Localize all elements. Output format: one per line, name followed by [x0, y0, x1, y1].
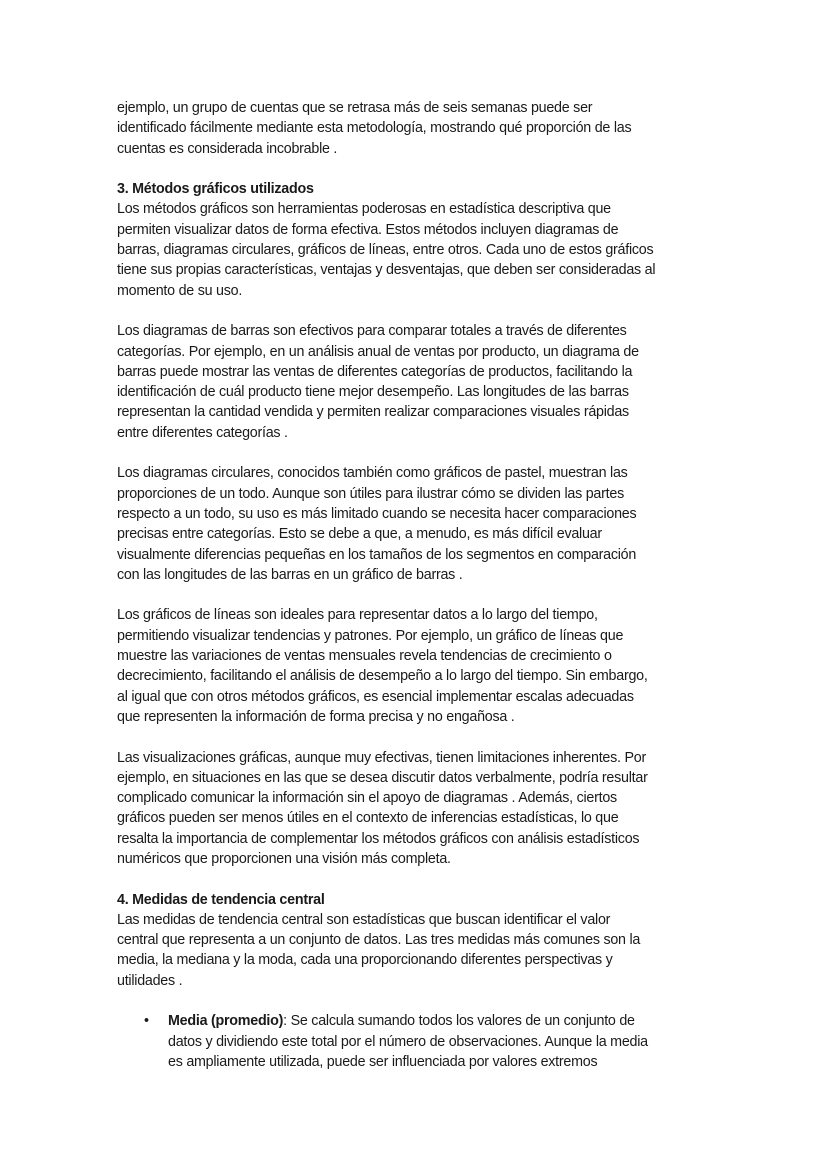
- text-line: barras puede mostrar las ventas de diferentes categorías de productos, facilitando la: [117, 363, 633, 380]
- text-line: permitiendo visualizar tendencias y patrones. Por ejemplo, un gráfico de líneas que: [117, 627, 624, 644]
- paragraph-graphic-methods: [117, 199, 717, 300]
- text-line: complicado comunicar la información sin el apoyo de diagramas . Además, ciertos: [117, 790, 617, 807]
- text-line: al igual que con otros métodos gráficos, es esencial implementar escalas adecuadas: [117, 688, 634, 705]
- paragraph-line-charts: [117, 605, 717, 727]
- document-page: [117, 98, 717, 1072]
- text-line: decrecimiento, facilitando el análisis de desempeño a lo largo del tiempo. Sin embargo,: [117, 668, 648, 685]
- text-line: tiene sus propias características, ventajas y desventajas, que deben ser consideradas al: [117, 262, 656, 279]
- bullet-term: Media (promedio): [168, 1013, 284, 1030]
- text-line: Los diagramas circulares, conocidos también como gráficos de pastel, muestran las: [117, 465, 628, 482]
- text-line: identificado fácilmente mediante esta metodología, mostrando qué proporción de las: [117, 120, 632, 137]
- bullet-text: : Se calcula sumando todos los valores de un conjunto de: [283, 1013, 635, 1030]
- text-line: momento de su uso.: [117, 282, 243, 299]
- text-line: precisas entre categorías. Esto se debe a que, a menudo, es más difícil evaluar: [117, 526, 602, 543]
- text-line: visualmente diferencias pequeñas en los tamaños de los segmentos en comparación: [117, 546, 637, 563]
- text-line: muestre las variaciones de ventas mensuales revela tendencias de crecimiento o: [117, 648, 612, 665]
- paragraph-bar-charts: [117, 321, 717, 443]
- text-line: con las longitudes de las barras en un gráfico de barras .: [117, 566, 463, 583]
- text-line: categorías. Por ejemplo, en un análisis anual de ventas por producto, un diagrama de: [117, 343, 639, 360]
- bullet-icon: •: [144, 1013, 149, 1030]
- text-line: ejemplo, en situaciones en las que se desea discutir datos verbalmente, podría resultar: [117, 769, 648, 786]
- text-line: Los diagramas de barras son efectivos para comparar totales a través de diferentes: [117, 323, 627, 340]
- paragraph-limitations: [117, 748, 717, 870]
- bullet-item-media: [117, 1011, 717, 1072]
- text-line: es ampliamente utilizada, puede ser influenciada por valores extremos: [168, 1053, 598, 1070]
- bullet-continuation: [168, 1032, 717, 1073]
- text-line: que representen la información de forma precisa y no engañosa .: [117, 708, 515, 725]
- paragraph-central-tendency: [117, 910, 717, 991]
- text-line: media, la mediana y la moda, cada una proporcionando diferentes perspectivas y: [117, 952, 613, 969]
- section-heading-3: 3. Métodos gráficos utilizados: [117, 181, 314, 198]
- text-line: Los métodos gráficos son herramientas poderosas en estadística descriptiva que: [117, 201, 611, 218]
- text-line: respecto a un todo, su uso es más limitado cuando se necesita hacer comparaciones: [117, 505, 637, 522]
- paragraph-pie-charts: [117, 463, 717, 585]
- text-line: ejemplo, un grupo de cuentas que se retrasa más de seis semanas puede ser: [117, 100, 593, 116]
- text-line: Los gráficos de líneas son ideales para representar datos a lo largo del tiempo,: [117, 607, 598, 624]
- text-line: utilidades .: [117, 972, 183, 989]
- text-line: proporciones de un todo. Aunque son útiles para ilustrar cómo se dividen las partes: [117, 485, 624, 502]
- text-line: identificación de cuál producto tiene mejor desempeño. Las longitudes de las barras: [117, 384, 629, 401]
- text-line: numéricos que proporcionen una visión más completa.: [117, 850, 451, 867]
- text-line: Las visualizaciones gráficas, aunque muy efectivas, tienen limitaciones inherentes. Por: [117, 749, 646, 766]
- text-line: Las medidas de tendencia central son estadísticas que buscan identificar el valor: [117, 911, 611, 928]
- text-line: datos y dividiendo este total por el número de observaciones. Aunque la media: [168, 1033, 648, 1050]
- paragraph-intro-continuation: [117, 98, 717, 159]
- text-line: entre diferentes categorías .: [117, 424, 288, 441]
- text-line: representan la cantidad vendida y permiten realizar comparaciones visuales rápidas: [117, 404, 629, 421]
- text-line: cuentas es considerada incobrable .: [117, 140, 338, 157]
- section-heading-4: 4. Medidas de tendencia central: [117, 891, 325, 908]
- text-line: barras, diagramas circulares, gráficos de líneas, entre otros. Cada uno de estos gráficos: [117, 242, 654, 259]
- text-line: gráficos pueden ser menos útiles en el contexto de inferencias estadísticas, lo que: [117, 810, 619, 827]
- text-line: resalta la importancia de complementar los métodos gráficos con análisis estadísticos: [117, 830, 640, 847]
- text-line: central que representa a un conjunto de datos. Las tres medidas más comunes son la: [117, 932, 641, 949]
- text-line: permiten visualizar datos de forma efectiva. Estos métodos incluyen diagramas de: [117, 221, 619, 238]
